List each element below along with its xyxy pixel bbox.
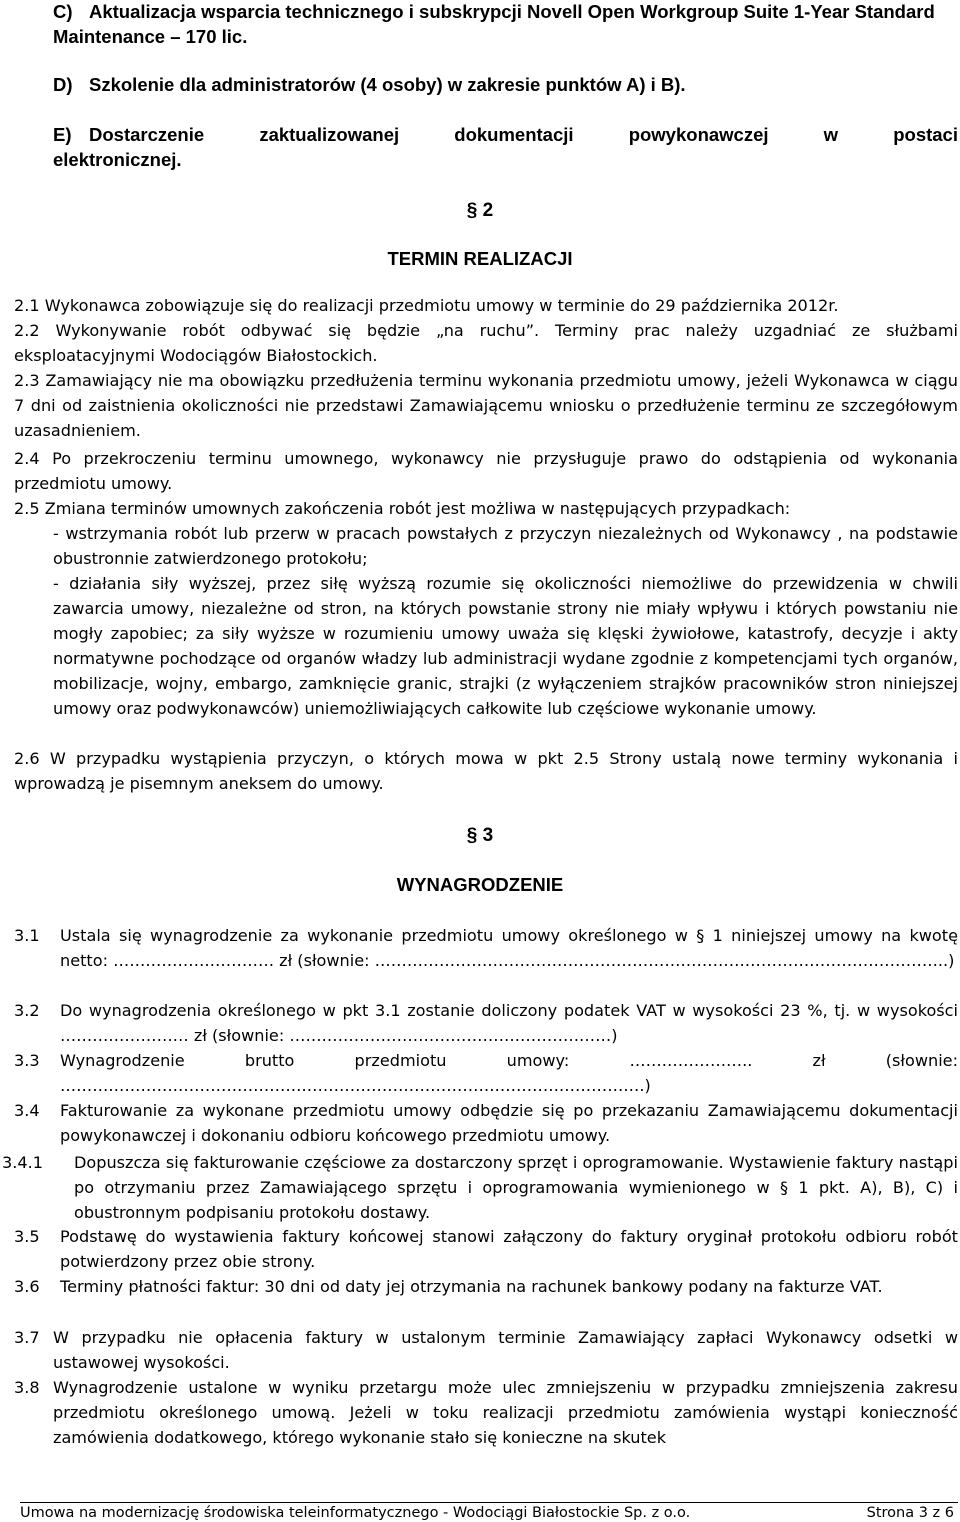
list-item-e xyxy=(53,122,958,147)
list-item-e-continued: elektronicznej. xyxy=(53,149,182,170)
paragraph-3-8 xyxy=(14,1376,958,1451)
paragraph-2-6 xyxy=(14,747,958,797)
paragraph-number: 2.3 xyxy=(14,371,40,390)
paragraph-text: Podstawę do wystawienia faktury końcowej stanowi załączony do faktury oryginał protokołu odbioru robót potwierdzony przez obie strony. xyxy=(60,1227,958,1271)
paragraph-text: W przypadku nie opłacenia faktury w ustalonym terminie Zamawiający zapłaci Wykonawcy odsetki w ustawowej wysokości. xyxy=(53,1328,958,1372)
paragraph-text: - wstrzymania robót lub przerw w pracach powstałych z przyczyn niezależnych od Wykonawcy , na podstawie obustronnie zatwierdzonego protokołu; xyxy=(53,524,958,568)
footer-document-title: Umowa na modernizację środowiska teleinformatycznego - Wodociągi Białostockie Sp. z o.o. xyxy=(20,1505,691,1521)
paragraph-number: 3.1 xyxy=(14,926,40,945)
paragraph-number: 3.7 xyxy=(14,1328,40,1347)
paragraph-3-2 xyxy=(14,999,958,1049)
paragraph-3-5 xyxy=(14,1225,958,1275)
paragraph-text: Wynagrodzenie brutto przedmiotu umowy: ………………….. zł (słownie: ……………………………………………………………………………………………….) xyxy=(60,1051,958,1095)
paragraph-number: 2.1 xyxy=(14,296,40,315)
paragraph-3-1 xyxy=(14,924,958,974)
paragraph-number: 2.5 xyxy=(14,499,40,518)
paragraph-3-7 xyxy=(14,1326,958,1376)
paragraph-text: Ustala się wynagrodzenie za wykonanie przedmiotu umowy określonego w § 1 niniejszej umowy na kwotę netto: ………………………… zł (słownie: ……………………………………………………………………………………………..) xyxy=(60,926,958,970)
paragraph-3-4-1 xyxy=(2,1151,958,1226)
paragraph-text: Wynagrodzenie ustalone w wyniku przetargu może ulec zmniejszeniu w przypadku zmniejszenia zakresu przedmiotu określonego umową. Jeżeli w toku realizacji przedmiotu zamówienia wystąpi konieczność zamówienia dodatkowego, którego wykonanie stało się konieczne na skutek xyxy=(53,1378,958,1447)
paragraph-2-1 xyxy=(14,294,958,319)
section-3-symbol: § 3 xyxy=(466,825,494,846)
paragraph-number: 2.2 xyxy=(14,321,40,340)
section-3-title: WYNAGRODZENIE xyxy=(396,874,564,895)
paragraph-number: 3.6 xyxy=(14,1277,40,1296)
section-2-title: TERMIN REALIZACJI xyxy=(387,248,573,269)
paragraph-text: Terminy płatności faktur: 30 dni od daty jej otrzymania na rachunek bankowy podany na fakturze VAT. xyxy=(60,1277,883,1296)
paragraph-2-5-case-2 xyxy=(53,572,958,721)
paragraph-text: Wykonawca zobowiązuje się do realizacji przedmiotu umowy w terminie do 29 października 2012r. xyxy=(44,296,839,315)
paragraph-text: - działania siły wyższej, przez siłę wyższą rozumie się okoliczności niemożliwe do przewidzenia w chwili zawarcia umowy, niezależne od stron, na których powstanie strony nie miały wpływu i których powstaniu nie mogły zapobiec; za siły wyższe w rozumieniu umowy uważa się klęski żywiołowe, katastrofy, decyzje i akty normatywne pochodzące od organów władzy lub administracji wydane zgodnie z kompetencjami tych organów, mobilizacje, wojny, embargo, zamknięcie granic, strajki (z wyłączeniem strajków pracowników stron niniejszej umowy oraz podwykonawców) uniemożliwiających całkowite lub częściowe wykonanie umowy. xyxy=(53,574,958,718)
paragraph-2-5 xyxy=(14,497,958,522)
footer-page-number: Strona 3 z 6 xyxy=(866,1505,954,1521)
list-item-c xyxy=(53,0,958,49)
paragraph-text: Fakturowanie za wykonane przedmiotu umowy odbędzie się po przekazaniu Zamawiającemu dokumentacji powykonawczej i dokonaniu odbioru końcowego przedmiotu umowy. xyxy=(60,1101,958,1145)
paragraph-text: Dopuszcza się fakturowanie częściowe za dostarczony sprzęt i oprogramowanie. Wystawienie faktury nastąpi po otrzymaniu przez Zamawiającego sprzętu i oprogramowania wymienionego w § 1 pkt. A), B), C) i obustronnym podpisaniu protokołu dostawy. xyxy=(74,1153,958,1222)
paragraph-number: 2.6 xyxy=(14,749,40,768)
item-text: Szkolenie dla administratorów (4 osoby) w zakresie punktów A) i B). xyxy=(89,74,686,95)
paragraph-number: 3.4.1 xyxy=(2,1153,43,1172)
paragraph-number: 3.8 xyxy=(14,1378,40,1397)
item-text: Aktualizacja wsparcia technicznego i subskrypcji Novell Open Workgroup Suite 1-Year Standard Maintenance – 170 lic. xyxy=(53,1,935,47)
paragraph-2-3 xyxy=(14,369,958,444)
item-label: E) xyxy=(53,124,72,145)
paragraph-2-5-case-1 xyxy=(53,522,958,572)
paragraph-text: Zamawiający nie ma obowiązku przedłużenia terminu wykonania przedmiotu umowy, jeżeli Wykonawca w ciągu 7 dni od zaistnienia okoliczności nie przedstawi Zamawiającemu wniosku o przedłużenie terminu ze szczegółowym uzasadnieniem. xyxy=(14,371,958,440)
paragraph-3-4 xyxy=(14,1099,958,1149)
footer-divider xyxy=(20,1502,958,1503)
paragraph-number: 3.2 xyxy=(14,1001,40,1020)
paragraph-text: Do wynagrodzenia określonego w pkt 3.1 zostanie doliczony podatek VAT w wysokości 23 %, tj. w wysokości …………………… zł (słownie: ……………………………………………………) xyxy=(60,1001,958,1045)
item-label: C) xyxy=(53,1,73,22)
paragraph-2-4 xyxy=(14,447,958,497)
paragraph-text: Po przekroczeniu terminu umownego, wykonawcy nie przysługuje prawo do odstąpienia od wykonania przedmiotu umowy. xyxy=(14,449,958,493)
paragraph-number: 3.5 xyxy=(14,1227,40,1246)
item-label: D) xyxy=(53,74,73,95)
paragraph-text: Zmiana terminów umownych zakończenia robót jest możliwa w następujących przypadkach: xyxy=(44,499,791,518)
paragraph-number: 3.3 xyxy=(14,1051,40,1070)
paragraph-3-3 xyxy=(14,1049,958,1099)
paragraph-number: 3.4 xyxy=(14,1101,40,1120)
paragraph-text: Wykonywanie robót odbywać się będzie „na ruchu”. Terminy prac należy uzgadniać ze służbami eksploatacyjnymi Wodociągów Białostockich. xyxy=(14,321,958,365)
paragraph-number: 2.4 xyxy=(14,449,40,468)
paragraph-2-2 xyxy=(14,319,958,369)
section-2-symbol: § 2 xyxy=(466,200,494,221)
paragraph-text: W przypadku wystąpienia przyczyn, o których mowa w pkt 2.5 Strony ustalą nowe terminy wykonania i wprowadzą je pisemnym aneksem do umowy. xyxy=(14,749,958,793)
list-item-d xyxy=(53,72,958,97)
item-text: Dostarczenie zaktualizowanej dokumentacji powykonawczej w postaci xyxy=(89,124,958,145)
paragraph-3-6 xyxy=(14,1275,958,1300)
